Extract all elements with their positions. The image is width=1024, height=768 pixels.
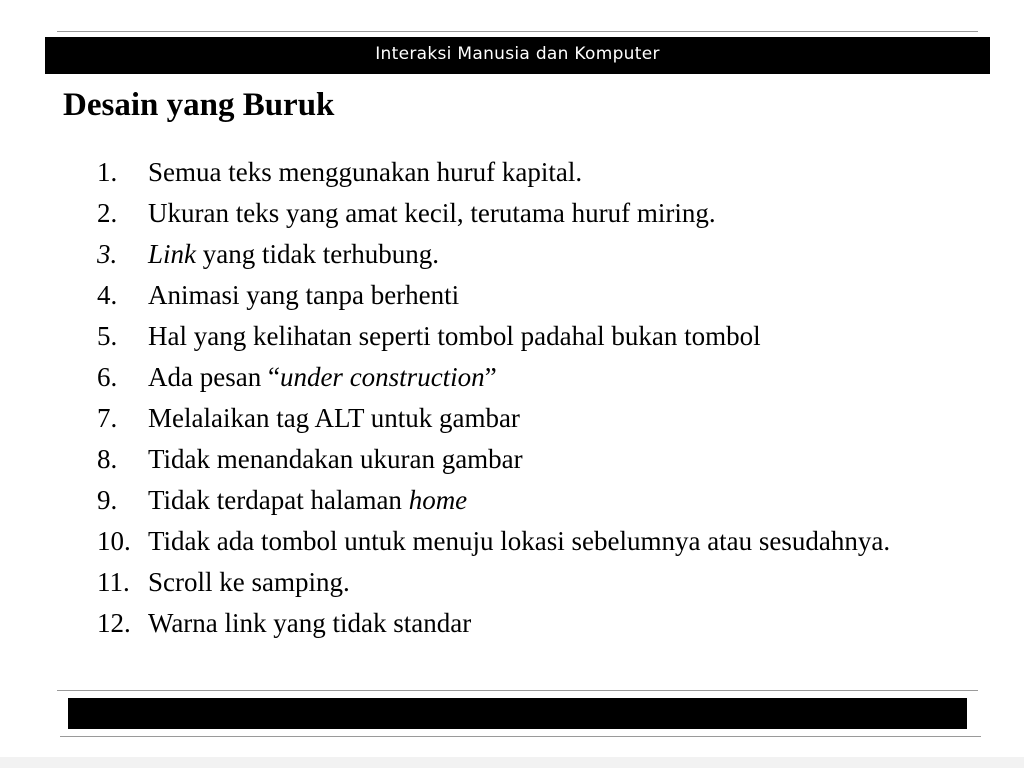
- page-footer-strip: [0, 757, 1024, 768]
- item-number: 11.: [97, 567, 130, 597]
- list-item: [97, 275, 970, 316]
- item-emphasis: Link: [148, 239, 197, 269]
- item-text-rest: yang tidak terhubung.: [196, 239, 439, 269]
- slide-title: Desain yang Buruk: [63, 87, 335, 123]
- list-item: [97, 562, 970, 603]
- item-number: 12.: [97, 608, 131, 638]
- bottom-divider: [57, 690, 978, 691]
- item-number: 4.: [97, 280, 118, 310]
- item-text-lead: Tidak terdapat halaman: [148, 485, 409, 515]
- item-number: 5.: [97, 321, 118, 351]
- item-text: Tidak menandakan ukuran gambar: [148, 444, 523, 474]
- item-number: 2.: [97, 198, 118, 228]
- bottom-divider-lower: [60, 736, 981, 737]
- footer-bar: [68, 698, 967, 729]
- item-number: 8.: [97, 444, 118, 474]
- item-text: Tidak ada tombol untuk menuju lokasi sebelumnya atau sesudahnya.: [148, 526, 891, 556]
- item-number: 3.: [97, 239, 118, 269]
- header-bar: [45, 37, 990, 74]
- item-text: Animasi yang tanpa berhenti: [148, 280, 460, 310]
- item-text: [148, 480, 970, 521]
- item-text-tail: ”: [484, 362, 497, 392]
- item-emphasis: home: [408, 485, 468, 515]
- item-emphasis: under construction: [279, 362, 485, 392]
- item-number: 1.: [97, 157, 118, 187]
- course-title: Interaksi Manusia dan Komputer: [375, 44, 660, 64]
- list-item: [97, 398, 970, 439]
- list-item: [97, 439, 970, 480]
- item-text: Semua teks menggunakan huruf kapital.: [148, 157, 583, 187]
- list-item: [97, 316, 970, 357]
- item-text: [148, 234, 970, 275]
- item-text: Melalaikan tag ALT untuk gambar: [148, 403, 520, 433]
- top-divider: [57, 31, 978, 32]
- item-number: 10.: [97, 526, 131, 556]
- item-text-lead: Ada pesan “: [148, 362, 280, 392]
- list-item: [97, 603, 970, 644]
- list-item: [97, 234, 970, 275]
- list-item: [97, 193, 970, 234]
- item-text: Scroll ke samping.: [148, 567, 350, 597]
- item-number: 6.: [97, 362, 118, 392]
- list-item: [97, 152, 970, 193]
- list-item: [97, 480, 970, 521]
- item-text: [148, 357, 970, 398]
- bad-design-list: [97, 152, 970, 644]
- item-text: Warna link yang tidak standar: [148, 608, 472, 638]
- list-item: [97, 357, 970, 398]
- item-number: 7.: [97, 403, 118, 433]
- item-number: 9.: [97, 485, 118, 515]
- list-item: [97, 521, 970, 562]
- item-text: Ukuran teks yang amat kecil, terutama huruf miring.: [148, 198, 716, 228]
- item-text: Hal yang kelihatan seperti tombol padahal bukan tombol: [148, 321, 761, 351]
